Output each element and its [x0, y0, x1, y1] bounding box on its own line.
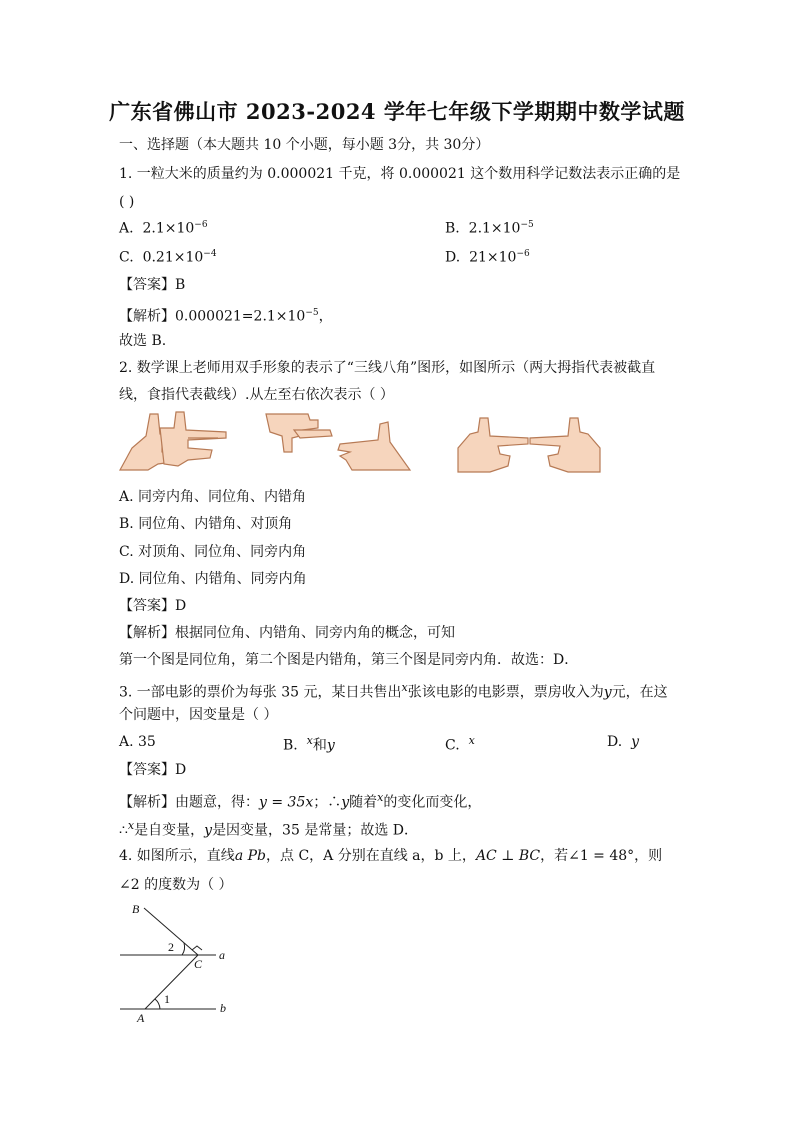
- label-line-b: b: [220, 1001, 226, 1015]
- q1-conclusion: 故选 B.: [119, 333, 167, 349]
- q3-answer: 【答案】D: [119, 762, 187, 778]
- q3-option-a: A. 35: [119, 734, 156, 750]
- label-line-a: a: [219, 948, 225, 962]
- q1-stem: 1. 一粒大米的质量约为 0.000021 千克，将 0.000021 这个数用科学记数法表示正确的是: [119, 166, 681, 182]
- q3-stem-line1: 3. 一部电影的票价为每张 35 元，某日共售出$^x$张该电影的电影票，票房收入为y元，在这: [119, 681, 668, 701]
- hands-figure: [118, 408, 608, 478]
- q1-option-d: D. $21\times 10^{-6}$: [445, 249, 530, 266]
- q1-option-b: B. $2.1\times 10^{-5}$: [445, 220, 534, 237]
- label-point-b: B: [132, 902, 140, 916]
- q2-analysis-line1: 【解析】根据同位角、内错角、同旁内角的概念，可知: [119, 625, 455, 641]
- q1-option-c: C. $0.21\times 10^{-4}$: [119, 249, 217, 266]
- segment-ca: [145, 955, 198, 1009]
- section-heading: 一、选择题（本大题共 10 个小题，每小题 3分，共 30分）: [119, 137, 490, 153]
- q1-analysis: 【解析】$0.000021=2.1\times 10^{-5}$，: [119, 308, 333, 325]
- label-angle-2: 2: [168, 940, 174, 954]
- q2-stem-line1: 2. 数学课上老师用双手形象的表示了“三线八角”图形，如图所示（两大拇指代表被截直: [119, 360, 656, 376]
- q2-option-a: A. 同旁内角、同位角、内错角: [119, 489, 307, 505]
- q1-answer: 【答案】B: [119, 277, 186, 293]
- q2-analysis-line2: 第一个图是同位角，第二个图是内错角，第三个图是同旁内角．故选：D．: [119, 652, 579, 668]
- q2-option-b: B. 同位角、内错角、对顶角: [119, 516, 293, 532]
- angle-2-arc: [182, 943, 185, 955]
- q1-stem-paren: ( ): [119, 194, 135, 210]
- label-angle-1: 1: [164, 992, 170, 1006]
- q4-stem-line2: ∠2 的度数为（ ）: [119, 877, 233, 893]
- q3-stem-line2: 个问题中，因变量是（ ）: [119, 707, 278, 723]
- label-point-a: A: [137, 1011, 145, 1025]
- parallel-lines-figure: [118, 898, 248, 1028]
- q2-answer: 【答案】D: [119, 598, 187, 614]
- q3-option-c: C. $^x$: [445, 734, 475, 754]
- q2-option-c: C. 对顶角、同位角、同旁内角: [119, 544, 307, 560]
- q1-option-a: A. $2.1\times 10^{-6}$: [119, 220, 208, 237]
- q3-analysis-line1: 【解析】由题意，得：y = 35x；∴y随着$^x$的变化而变化，: [119, 791, 482, 811]
- hand-pair-alternate-angles-icon: [266, 414, 410, 470]
- hand-pair-corresponding-angles-icon: [120, 412, 226, 470]
- right-angle-mark: [192, 946, 202, 950]
- q2-option-d: D. 同位角、内错角、同旁内角: [119, 571, 307, 587]
- label-point-c: C: [194, 957, 203, 971]
- q3-option-d: D. y: [607, 734, 640, 750]
- q3-analysis-line2: ∴$^x$是自变量，y是因变量，35 是常量；故选 D．: [119, 819, 419, 839]
- q2-stem-line2: 线，食指代表截线）.从左至右依次表示（ ）: [119, 387, 394, 403]
- page-title: 广东省佛山市 2023-2024 学年七年级下学期期中数学试题: [109, 99, 685, 124]
- q4-stem-line1: 4. 如图所示，直线a Pb，点 C，A 分别在直线 a，b 上，AC ⊥ BC，若∠1 = 48°，则: [119, 848, 663, 864]
- hand-pair-interior-angles-icon: [458, 418, 600, 472]
- q3-option-b: B. $^x$和y: [283, 734, 335, 754]
- angle-1-arc: [155, 999, 160, 1009]
